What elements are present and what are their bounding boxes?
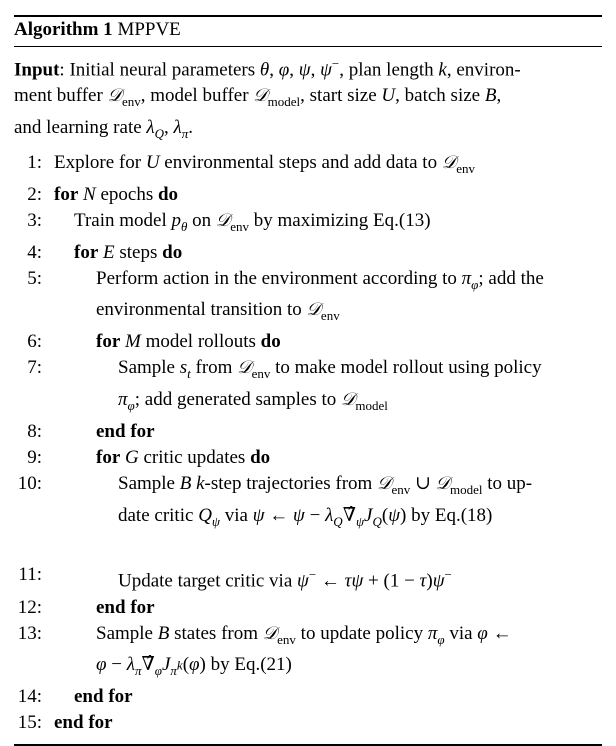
input-text: , batch size bbox=[395, 85, 485, 107]
line-text: end for bbox=[96, 596, 155, 618]
line-number: 5: bbox=[27, 267, 42, 289]
input-text: ment buffer bbox=[14, 85, 108, 107]
algorithm-line-12 bbox=[14, 595, 602, 621]
line-number: 4: bbox=[27, 241, 42, 263]
line-text: Explore for U environmental steps and add data to 𝒟$_{env}$ bbox=[54, 151, 475, 176]
algorithm-lines bbox=[14, 150, 602, 736]
line-text: for G critic updates do bbox=[96, 446, 271, 468]
algorithm-label: Algorithm 1 bbox=[14, 19, 113, 40]
line-number: 13: bbox=[17, 622, 42, 644]
line-number: 9: bbox=[27, 446, 42, 468]
line-number: 8: bbox=[27, 420, 42, 442]
middle-rule bbox=[14, 46, 602, 47]
algorithm-line-10 bbox=[14, 471, 602, 535]
algorithm-line-5 bbox=[14, 266, 602, 330]
line-text: end for bbox=[54, 712, 113, 734]
input-text: , start size bbox=[300, 85, 382, 107]
line-number: 2: bbox=[27, 183, 42, 205]
line-number: 11: bbox=[18, 564, 42, 586]
input-text: , bbox=[496, 85, 502, 107]
algorithm-line-11 bbox=[14, 562, 602, 594]
line-text: Perform action in the environment according to $\pi_\varphi$; add the environmental transition to 𝒟$_{env}$ bbox=[96, 267, 544, 324]
algorithm-line-2 bbox=[14, 182, 602, 208]
line-text: end for bbox=[96, 420, 155, 442]
line-number: 1: bbox=[27, 151, 42, 173]
line-text: for N epochs do bbox=[54, 183, 179, 205]
line-number: 12: bbox=[17, 596, 42, 618]
line-text: Sample B states from 𝒟$_{env}$ to update policy $\pi_\varphi$ via φ ← $\varphi - \lambda_\pi\nablâ_\varphi J_{\pi^k}(\varphi)$ by Eq.(21) bbox=[96, 622, 512, 679]
line-number: 10: bbox=[17, 472, 42, 494]
algorithm-line-14 bbox=[14, 684, 602, 710]
line-text: Sample B k-step trajectories from 𝒟$_{env}$ ∪ 𝒟$_{model}$ to up- date critic $Q_\psi$ via ψ ← $\psi - \lambda_Q\nablâ_\psi J_Q(\psi)$ by Eq.(18) bbox=[118, 472, 533, 529]
algorithm-line-7 bbox=[14, 355, 602, 419]
line-number: 6: bbox=[27, 331, 42, 353]
input-text: , model buffer bbox=[140, 85, 254, 107]
top-rule bbox=[14, 15, 602, 17]
input-label: Input bbox=[14, 59, 60, 81]
algorithm-line-1 bbox=[14, 150, 602, 182]
algorithm-line-9 bbox=[14, 445, 602, 471]
algorithm-line-4 bbox=[14, 240, 602, 266]
algorithm-line-8 bbox=[14, 419, 602, 445]
line-number: 14: bbox=[17, 686, 42, 708]
line-number: 3: bbox=[27, 209, 42, 231]
algorithm-line-6 bbox=[14, 329, 602, 355]
input-text: , environ- bbox=[446, 59, 521, 81]
line-text: Train model $p_\theta$ on 𝒟$_{env}$ by maximizing Eq.(13) bbox=[74, 209, 431, 234]
algorithm-block bbox=[14, 0, 602, 746]
input-text: : Initial neural parameters bbox=[59, 59, 260, 81]
algorithm-name: MPPVE bbox=[117, 19, 181, 40]
line-text: end for bbox=[74, 686, 133, 708]
input-text: and learning rate bbox=[14, 117, 147, 139]
algorithm-line-3 bbox=[14, 208, 602, 240]
line-number: 7: bbox=[27, 357, 42, 379]
line-text: Sample $s_t$ from 𝒟$_{env}$ to make model rollout using policy $\pi_\varphi$; add generated samples to 𝒟$_{model}$ bbox=[118, 357, 542, 413]
line-text: Update target critic via ψ− ← τψ + (1 − τ)ψ− bbox=[118, 567, 452, 592]
line-text: for M model rollouts do bbox=[96, 331, 281, 353]
input-paragraph: Input: Initial neural parameters θ, φ, ψ, ψ−, plan length k, environ- ment buffer 𝒟$_{env}$, model buffer 𝒟$_{model}$, start size U, batch size B, and learning rate $\lambda_Q$, $\lambda_\pi$. bbox=[14, 56, 521, 141]
line-gap bbox=[14, 534, 602, 562]
algorithm-title bbox=[14, 18, 602, 42]
input-text: , plan length bbox=[339, 59, 439, 81]
line-text: for E steps do bbox=[74, 241, 183, 263]
algorithm-line-15 bbox=[14, 710, 602, 736]
line-number: 15: bbox=[17, 712, 42, 734]
